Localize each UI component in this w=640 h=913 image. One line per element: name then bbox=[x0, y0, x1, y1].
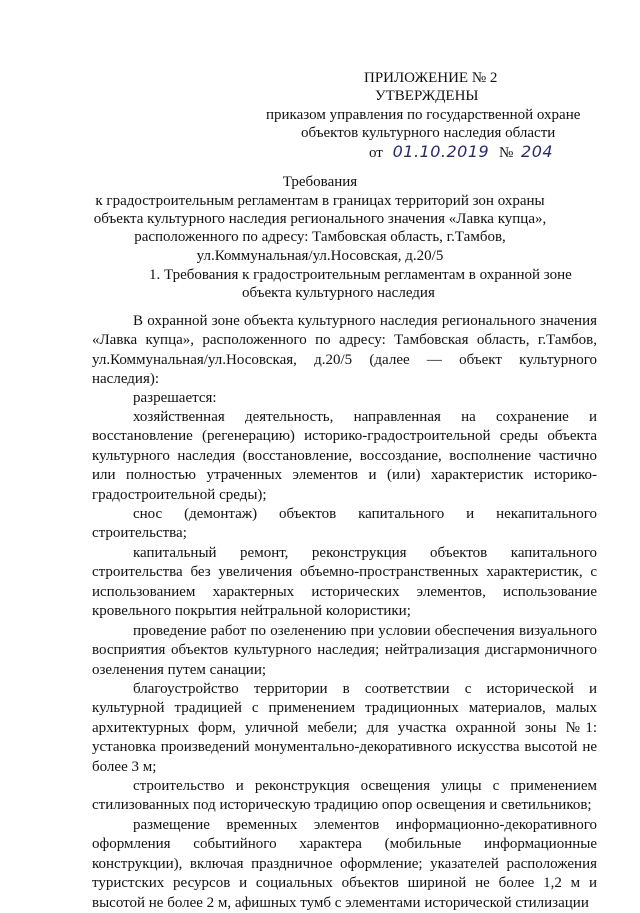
section-1-heading-line-1: 1. Требования к градостроительным регламентам в охранной зоне bbox=[149, 267, 572, 283]
date-prefix: от bbox=[369, 145, 383, 161]
order-date-line bbox=[369, 143, 553, 162]
order-line-2: объектов культурного наследия области bbox=[301, 125, 556, 141]
requirements-heading: Требования bbox=[282, 174, 358, 190]
handwritten-date: 01.10.2019 bbox=[392, 142, 490, 161]
section-1-heading-line-2: объекта культурного наследия bbox=[242, 285, 435, 301]
title-line-2: объекта культурного наследия регионального значения «Лавка купца», bbox=[93, 211, 547, 227]
paragraph-improvement: благоустройство территории в соответствии с исторической и культурной традицией с применением традиционных материалов, малых архитектурных форм, уличной мебели; для участка охранной зоны №1: установка произведений монументально-декоративного искусства высотой не более 3 м; bbox=[92, 681, 597, 775]
paragraph-lighting: строительство и реконструкция освещения улицы с применением стилизованных под историческую традицию опор освещения и светильников; bbox=[92, 778, 597, 814]
title-line-4: ул.Коммунальная/ул.Носовская, д.20/5 bbox=[196, 248, 444, 264]
paragraph-landscaping: проведение работ по озеленению при условии обеспечения визуального восприятия объектов культурного наследия; нейтрализация дисгармоничного озеленения путем санации; bbox=[92, 623, 597, 678]
handwritten-number: 204 bbox=[521, 142, 554, 161]
paragraph-intro: В охранной зоне объекта культурного наследия регионального значения «Лавка купца», расположенного по адресу: Тамбовская область, г.Тамбов, ул.Коммунальная/ул.Носовская, д.20/5 (далее — объект культурного наследия): bbox=[92, 313, 597, 388]
paragraph-temporary-elements: размещение временных элементов информационно-декоративного оформления событийного характера (мобильные информационные конструкции), включая праздничное оформление; указателей расположения туристских ресурсов и социальных объектов шириной не более 1,2 м и высотой не более 2 м, афишных тумб с элементами исторической стилизации bbox=[92, 817, 597, 911]
paragraph-capital-repair: капитальный ремонт, реконструкция объектов капитального строительства без увеличения объемно-пространственных характеристик, с использованием характерных исторических элементов, использование кровельного покрытия нейтральной колористики; bbox=[92, 545, 597, 620]
number-prefix: № bbox=[498, 145, 514, 161]
approved-label: УТВЕРЖДЕНЫ bbox=[375, 88, 479, 104]
paragraph-allowed: разрешается: bbox=[133, 390, 217, 406]
paragraph-economic-activity: хозяйственная деятельность, направленная на сохранение и восстановление (регенерацию) историко-градостроительной среды объекта культурного наследия (восстановление, воссоздание, восполнение частично или полностью утраченных элементов и (или) характеристик историко-градостроительной среды); bbox=[92, 409, 597, 503]
appendix-label: ПРИЛОЖЕНИЕ № 2 bbox=[364, 70, 498, 86]
order-line-1: приказом управления по государственной охране bbox=[266, 107, 581, 123]
title-line-1: к градостроительным регламентам в границах территорий зон охраны bbox=[95, 193, 545, 209]
title-line-3: расположенного по адресу: Тамбовская область, г.Тамбов, bbox=[134, 229, 506, 245]
paragraph-demolition: снос (демонтаж) объектов капитального и некапитального строительства; bbox=[92, 506, 597, 542]
